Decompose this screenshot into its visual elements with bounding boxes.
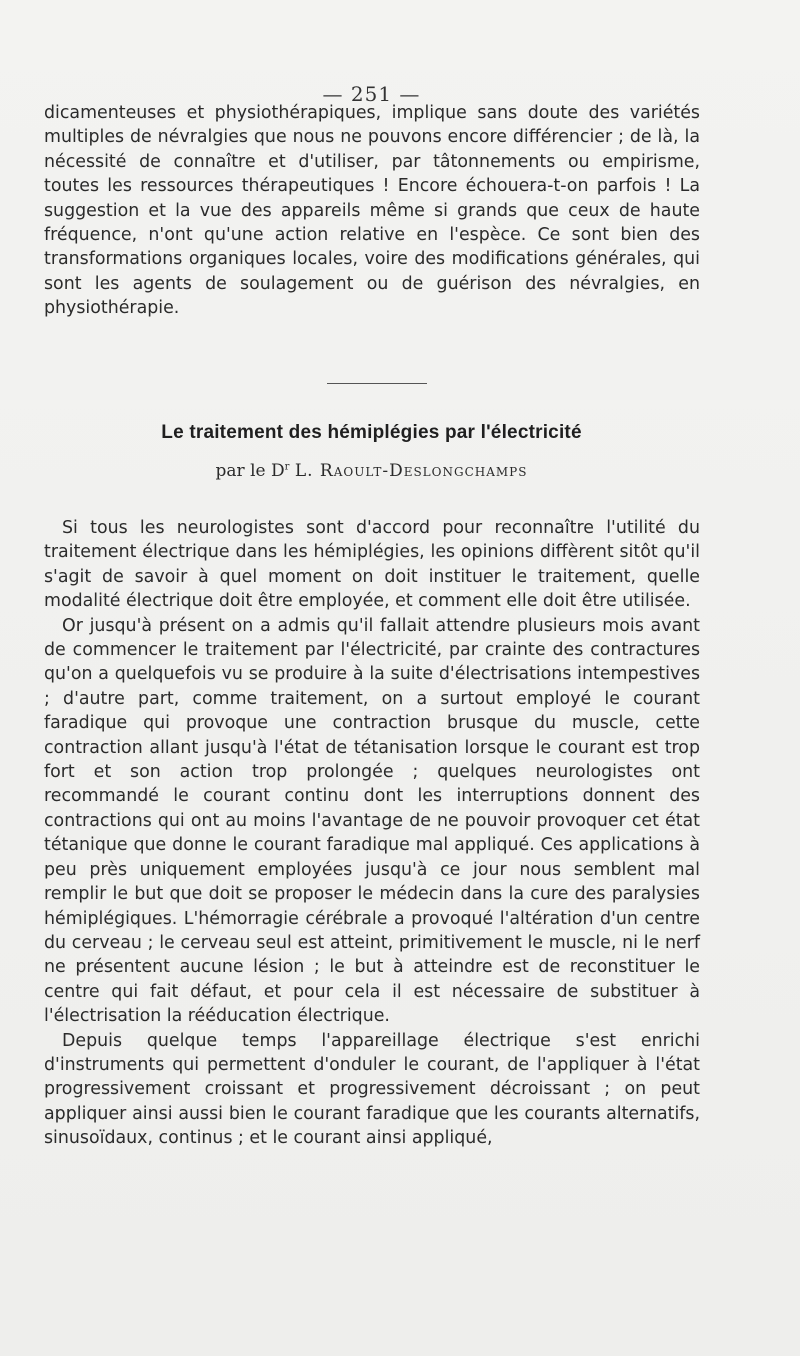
- byline-author: L. Raoult-Deslongchamps: [294, 461, 528, 481]
- article-title: Le traitement des hémiplégies par l'électricité: [161, 422, 582, 443]
- page-number: — 251 —: [322, 82, 421, 106]
- article-body: [44, 516, 700, 1151]
- article-byline: [0, 461, 743, 481]
- intro-text-block: [44, 101, 700, 321]
- byline-title-superscript: r: [284, 461, 290, 473]
- section-divider: [327, 383, 427, 384]
- intro-paragraph: dicamenteuses et physiothérapiques, implique sans doute des variétés multiples de névralgies que nous ne pouvons encore différencier ; de là, la nécessité de connaître et d'utiliser, par tâtonnements ou empirisme, toutes les ressources thérapeutiques ! Encore échouera-t-on parfois ! La suggestion et la vue des appareils même si grands que ceux de haute fréquence, n'ont qu'une action relative en l'espèce. Ce sont bien des transformations organiques locales, voire des modifications générales, qui sont les agents de soulagement ou de guérison des névralgies, en physiothérapie.: [44, 103, 700, 319]
- byline-prefix: par le D: [215, 461, 285, 481]
- body-paragraph-2: Or jusqu'à présent on a admis qu'il fallait attendre plusieurs mois avant de commencer le traitement par l'électricité, par crainte des contractures qu'on a quelquefois vu se produire à la suite d'électrisations intempestives ; d'autre part, comme traitement, on a surtout employé le courant faradique qui provoque une contraction brusque du muscle, cette contraction allant jusqu'à l'état de tétanisation lorsque le courant est trop fort et son action trop prolongée ; quelques neurologistes ont recommandé le courant continu dont les interruptions donnent des contractions qui ont au moins l'avantage de ne pouvoir provoquer cet état tétanique que donne le courant faradique mal appliqué. Ces applications à peu près uniquement employées jusqu'à ce jour nous semblent mal remplir le but que doit se proposer le médecin dans la cure des paralysies hémiplégiques. L'hémorragie cérébrale a provoqué l'altération d'un centre du cerveau ; le cerveau seul est atteint, primitivement le muscle, ni le nerf ne présentent aucune lésion ; le but à atteindre est de reconstituer le centre qui fait défaut, et pour cela il est nécessaire de substituer à l'électrisation la rééducation électrique.: [44, 615, 700, 1027]
- body-paragraph-3: Depuis quelque temps l'appareillage électrique s'est enrichi d'instruments qui permettent d'onduler le courant, de l'appliquer à l'état progressivement croissant et progressivement décroissant ; on peut appliquer ainsi aussi bien le courant faradique que les courants alternatifs, sinusoïdaux, continus ; et le courant ainsi appliqué,: [44, 1030, 700, 1149]
- body-paragraph-1: Si tous les neurologistes sont d'accord pour reconnaître l'utilité du traitement électrique dans les hémiplégies, les opinions diffèrent sitôt qu'il s'agit de savoir à quel moment on doit instituer le traitement, quelle modalité électrique doit être employée, et comment elle doit être utilisée.: [44, 518, 700, 612]
